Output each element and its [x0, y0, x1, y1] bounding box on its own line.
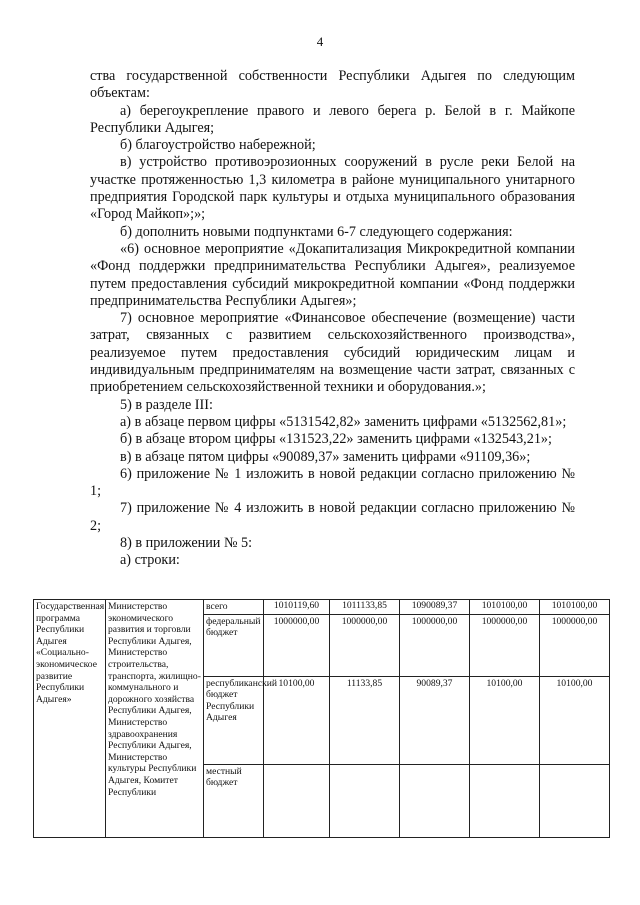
paragraph: ства государственной собственности Республики Адыгея по следующим объектам: [90, 68, 575, 102]
value-cell: 1010100,00 [540, 600, 610, 615]
body-text [90, 68, 575, 570]
paragraph: в) в абзаце пятом цифры «90089,37» заменить цифрами «91109,36»; [120, 448, 531, 465]
value-cell: 90089,37 [400, 676, 470, 764]
budget-table [33, 599, 610, 838]
value-cell [400, 764, 470, 837]
value-cell [540, 764, 610, 837]
page-number: 4 [316, 34, 324, 49]
paragraph: 6) приложение № 1 изложить в новой редакции согласно приложению № 1; [90, 465, 575, 500]
value-cell: 1010100,00 [470, 600, 540, 615]
value-cell: 10100,00 [540, 676, 610, 764]
value-cell: 1090089,37 [400, 600, 470, 615]
paragraph: «6) основное мероприятие «Докапитализация Микрокредитной компании «Фонд поддержки предпринимательства Республики Адыгея», реализуемое путем предоставления субсидий микрокредитной компании «Фонд поддержки предпринимательства Республики Адыгея»; [90, 240, 575, 309]
paragraph: а) в абзаце первом цифры «5131542,82» заменить цифрами «5132562,81»; [120, 413, 567, 430]
value-cell: 11133,85 [330, 676, 400, 764]
paragraph: 8) в приложении № 5: [120, 535, 253, 552]
value-cell: 1010119,60 [264, 600, 330, 615]
value-cell: 10100,00 [264, 676, 330, 764]
value-cell: 1000000,00 [470, 614, 540, 676]
value-cell: 1000000,00 [330, 614, 400, 676]
program-cell: Государственная программа Республики Адыгея «Социально-экономическое развитие Республики Адыгея» [34, 600, 106, 838]
paragraph: б) благоустройство набережной; [120, 137, 316, 154]
executors-cell: Министерство экономического развития и торговли Республики Адыгея, Министерство строительства, транспорта, жилищно-коммунального и дорожного хозяйства Республики Адыгея, Министерство здравоохранения Республики Адыгея, Министерство культуры Республики Адыгея, Комитет Республики [106, 600, 204, 838]
value-cell: 1000000,00 [540, 614, 610, 676]
paragraph: 7) основное мероприятие «Финансовое обеспечение (возмещение) части затрат, связанных с развитием сельскохозяйственного производства», реализуемое путем предоставления субсидий юридическим лицам и индивидуальным предпринимателям на возмещение части затрат, связанных с приобретением сельскохозяйственной техники и оборудования.»; [90, 310, 575, 396]
paragraph: а) берегоукрепление правого и левого берега р. Белой в г. Майкопе Республики Адыгея; [90, 102, 575, 136]
value-cell [470, 764, 540, 837]
paragraph: в) устройство противоэрозионных сооружений в русле реки Белой на участке протяженностью 1,3 километра в районе муниципального унитарного предприятия Городской парк культуры и отдыха муниципального образования «Город Майкоп»;»; [90, 154, 575, 223]
paragraph: 7) приложение № 4 изложить в новой редакции согласно приложению № 2; [90, 500, 575, 534]
value-cell: 10100,00 [470, 676, 540, 764]
paragraph: б) в абзаце втором цифры «131523,22» заменить цифрами «132543,21»; [120, 431, 552, 448]
paragraph: а) строки: [120, 552, 180, 569]
value-cell [330, 764, 400, 837]
source-cell: местный бюджет [204, 764, 264, 837]
value-cell: 1000000,00 [400, 614, 470, 676]
value-cell: 1011133,85 [330, 600, 400, 615]
source-cell: всего [204, 600, 264, 615]
source-cell: республиканский бюджет Республики Адыгея [204, 676, 264, 764]
value-cell [264, 764, 330, 837]
source-cell: федеральный бюджет [204, 614, 264, 676]
paragraph: 5) в разделе III: [120, 396, 213, 413]
paragraph: б) дополнить новыми подпунктами 6-7 следующего содержания: [120, 223, 513, 240]
table-row [34, 600, 610, 615]
value-cell: 1000000,00 [264, 614, 330, 676]
